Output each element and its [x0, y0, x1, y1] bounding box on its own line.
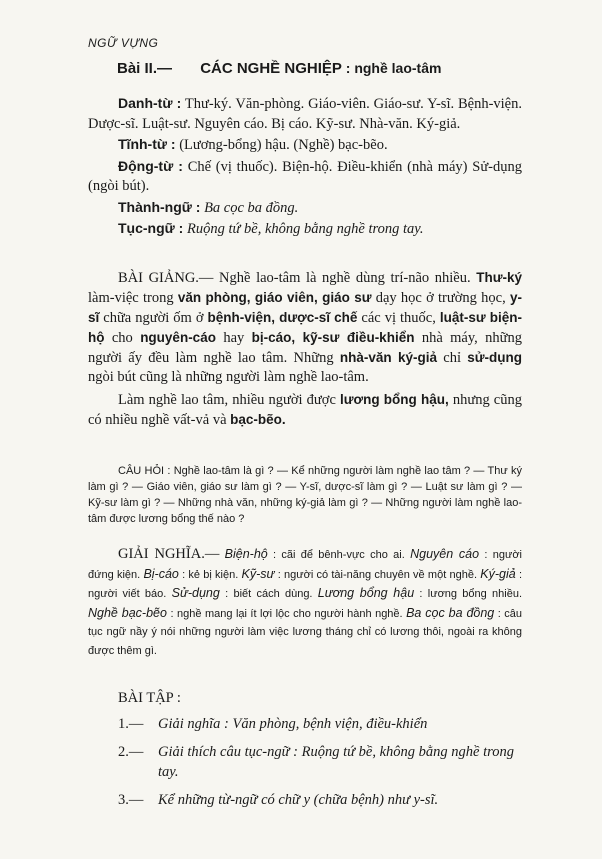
keyword: bạc-bẽo.: [230, 412, 286, 427]
lecture-text: làm-việc trong: [88, 290, 178, 306]
exercise-text: Kể những từ-ngữ có chữ y (chữa bệnh) như y-sĩ.: [158, 792, 439, 808]
lecture-section: [88, 268, 522, 433]
lecture-text: cho: [104, 330, 141, 346]
explain-def: : câu tục ngữ nầy ý nói những người làm việc lương tháng chỉ có lương thôi, ngoài ra không được thêm gì.: [88, 607, 523, 657]
lesson-title: [117, 60, 537, 77]
explain-def: : cãi để bênh-vực cho ai.: [267, 549, 411, 561]
lesson-subtitle: : nghề lao-tâm: [345, 60, 442, 76]
questions-section: [88, 463, 522, 527]
lecture-text: hay: [215, 330, 252, 346]
exercise-number: 1.—: [118, 716, 144, 732]
lecture-text: ngòi bút cũng là những người làm nghề lao-tâm.: [88, 369, 369, 385]
explain-def: : người đứng kiện.: [88, 549, 522, 581]
lecture-text: chỉ: [437, 350, 468, 366]
exercise-item: [118, 742, 522, 782]
lecture-text: chữa người ốm ở: [99, 310, 208, 326]
explanation-paragraph: [88, 545, 522, 660]
questions-text: CÂU HỎI : Nghề lao-tâm là gì ? — Kể những người làm nghề lao tâm ? — Thư ký làm gì ? — Giáo viên, giáo sư làm gì ? — Y-sĩ, dược-sĩ làm gì ? — Luật sư làm gì ? — Kỹ-sư làm gì ? — Những nhà văn, những ký-giả làm gì ? — Những người làm nghề lao-tâm được lương bổng thế nào ?: [88, 465, 522, 525]
lesson-heading: CÁC NGHỀ NGHIỆP: [200, 60, 342, 77]
lesson-number: Bài II.—: [117, 60, 173, 77]
vocabulary-section: [88, 94, 522, 241]
explain-def: : người viết báo.: [88, 568, 522, 600]
vocab-text: (Lương-bổng) hậu. (Nghề) bạc-bẽo.: [179, 137, 388, 153]
vocab-text: Ruộng tứ bề, không bằng nghề trong tay.: [186, 221, 424, 237]
keyword: nhà-văn ký-giả: [339, 350, 437, 365]
vocab-text: Chế (vị thuốc). Biện-hộ. Điều-khiển (nhà máy) Sử-dụng (ngòi bút).: [88, 158, 523, 194]
lecture-text: Làm nghề lao tâm, nhiều người được: [118, 392, 340, 408]
explanation-section: [88, 545, 522, 660]
keyword: bệnh-viện, dược-sĩ chế: [207, 310, 358, 325]
explain-term: Lương bổng hậu: [317, 586, 415, 600]
vocab-text: Ba cọc ba đồng.: [204, 199, 299, 216]
exercise-text: Giải nghĩa : Văn phòng, bệnh viện, điều-khiển: [158, 716, 428, 732]
lecture-text: các vị thuốc,: [357, 310, 440, 326]
explain-term: Ký-giả: [480, 566, 516, 581]
explain-term: Kỹ-sư: [241, 566, 275, 581]
vocab-text: Thư-ký. Văn-phòng. Giáo-viên. Giáo-sư. Y-sĩ. Bệnh-viện. Dược-sĩ. Luật-sư. Nguyên cáo. Bị cáo. Kỹ-sư. Nhà-văn. Ký-giả.: [88, 96, 522, 132]
keyword: nguyên-cáo: [140, 330, 216, 345]
explain-term: Bị-cáo: [143, 566, 179, 581]
vocab-label: Thành-ngữ :: [118, 198, 201, 215]
lecture-text: dạy học ở trường học,: [371, 290, 510, 306]
explain-def: : nghề mang lại ít lợi lộc cho người hành nghề.: [166, 607, 407, 620]
vocab-tinh-tu: [88, 135, 522, 156]
explain-term: Biện-hộ: [224, 547, 268, 561]
explain-def: : người có tài-năng chuyên về một nghề.: [274, 568, 481, 581]
explain-term: Ba cọc ba đồng: [406, 605, 495, 620]
explain-term: Sử-dụng: [171, 586, 220, 600]
exercise-text: Giải thích câu tục-ngữ : Ruộng tứ bề, không bằng nghề trong tay.: [158, 744, 514, 780]
keyword: luật-sư biện-hộ: [88, 310, 522, 345]
lecture-intro: BÀI GIẢNG.— Nghề lao-tâm là nghề dùng trí-não nhiều.: [118, 270, 471, 286]
vocab-danh-tu: [88, 94, 522, 134]
exercise-item: [118, 790, 522, 810]
vocab-thanh-ngu: [88, 198, 522, 219]
explain-def: : biết cách dùng.: [219, 588, 318, 600]
lecture-text: nhưng cũng có nhiều nghề vất-vả và: [88, 392, 522, 428]
exercises-title: BÀI TẬP :: [118, 690, 181, 706]
lecture-text: nhà máy, những người ấy đều làm nghề lao tâm. Những: [88, 330, 523, 366]
vocab-label: Động-từ :: [118, 157, 183, 174]
explain-def: : kẻ bị kiện.: [178, 568, 242, 581]
exercise-item: [118, 714, 522, 734]
vocab-label: Tục-ngữ :: [118, 220, 184, 236]
exercise-number: 3.—: [118, 792, 144, 808]
vocab-label: Tĩnh-từ :: [118, 136, 176, 152]
vocab-tuc-ngu: [88, 219, 522, 240]
lecture-paragraph-1: [88, 268, 522, 387]
keyword: Thư-ký: [476, 270, 522, 285]
keyword: văn phòng, giáo viên, giáo sư: [177, 290, 372, 305]
explain-term: Nguyên cáo: [410, 547, 480, 561]
keyword: lương bổng hậu,: [339, 392, 449, 407]
explanation-heading: GIẢI NGHĨA.—: [118, 546, 220, 562]
running-header: NGỮ VỰNG: [88, 36, 159, 50]
keyword: y-sĩ: [88, 290, 522, 325]
lecture-paragraph-2: [88, 390, 522, 430]
exercises-list: [118, 714, 522, 818]
explain-def: : lương bổng nhiều.: [414, 588, 523, 600]
keyword: sử-dụng: [467, 350, 522, 365]
keyword: bị-cáo, kỹ-sư điều-khiển: [251, 330, 415, 345]
vocab-label: Danh-từ :: [118, 95, 182, 111]
vocab-dong-tu: [88, 157, 522, 197]
explain-term: Nghề bạc-bẽo: [88, 605, 167, 620]
exercise-number: 2.—: [118, 744, 144, 760]
